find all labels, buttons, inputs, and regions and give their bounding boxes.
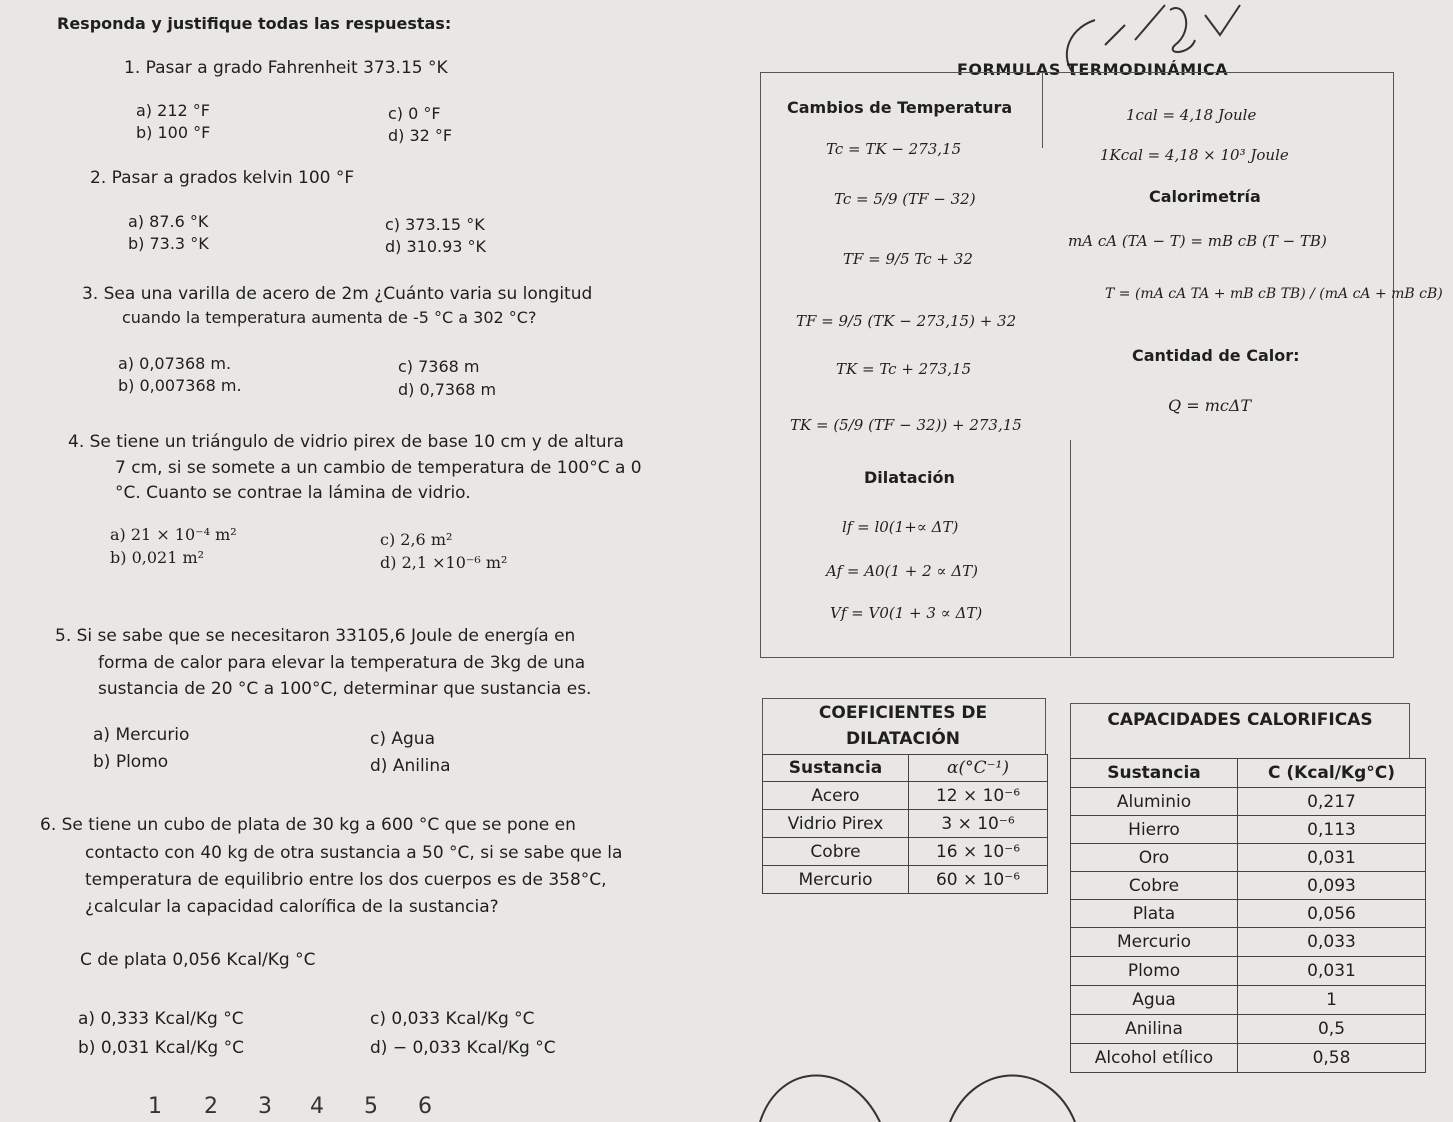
formula-volume-dilation: Vf = V0(1 + 3 ∝ ΔT): [830, 604, 983, 622]
heat-cell: 0,031: [1238, 844, 1426, 872]
heat-cell: Oro: [1071, 844, 1238, 872]
formula-linear-dilation: lf = l0(1+∝ ΔT): [842, 518, 959, 536]
q4-option-c: c) 2,6 m²: [380, 530, 453, 549]
question-5-line3: sustancia de 20 °C a 100°C, determinar que sustancia es.: [98, 679, 592, 699]
formula-calorimetry-balance: mA cA (TA − T) = mB cB (T − TB): [1068, 232, 1327, 250]
q6-option-c: c) 0,033 Kcal/Kg °C: [370, 1009, 535, 1029]
question-5-line1: 5. Si se sabe que se necesitaron 33105,6 Joule de energía en: [55, 626, 576, 646]
heat-header-substance: Sustancia: [1071, 759, 1238, 788]
heat-cell: 0,113: [1238, 816, 1426, 844]
question-6-line1: 6. Se tiene un cubo de plata de 30 kg a 600 °C que se pone en: [40, 815, 576, 835]
heat-cell: 0,093: [1238, 872, 1426, 900]
dilation-table-title-1: COEFICIENTES DE: [818, 703, 988, 723]
dilation-title: Dilatación: [864, 468, 955, 487]
q3-option-d: d) 0,7368 m: [398, 380, 497, 399]
heat-cell: 1: [1238, 986, 1426, 1015]
heat-cell: Hierro: [1071, 816, 1238, 844]
formulas-divider-bottom: [1070, 440, 1071, 656]
question-6-line3: temperatura de equilibrio entre los dos cuerpos es de 358°C,: [85, 870, 607, 890]
formula-area-dilation: Af = A0(1 + 2 ∝ ΔT): [826, 562, 979, 580]
question-6-line4: ¿calcular la capacidad calorífica de la sustancia?: [85, 897, 499, 917]
heat-quantity-title: Cantidad de Calor:: [1132, 346, 1300, 365]
q3-option-a: a) 0,07368 m.: [118, 354, 232, 373]
q2-option-a: a) 87.6 °K: [128, 212, 209, 231]
heat-cell: 0,056: [1238, 900, 1426, 928]
q2-option-b: b) 73.3 °K: [128, 234, 209, 253]
heat-cell: Anilina: [1071, 1015, 1238, 1044]
formulas-divider-top: [1042, 72, 1043, 148]
q3-option-c: c) 7368 m: [398, 357, 480, 376]
formula-tk-tf: TK = (5/9 (TF − 32)) + 273,15: [790, 416, 1022, 434]
q6-given-data: C de plata 0,056 Kcal/Kg °C: [80, 950, 316, 970]
heat-cell: Mercurio: [1071, 928, 1238, 957]
formula-tk-tc: TK = Tc + 273,15: [836, 360, 972, 378]
heat-cell: 0,031: [1238, 957, 1426, 986]
footer-number-5: 5: [364, 1094, 378, 1119]
dilation-table-title-2: DILATACIÓN: [845, 729, 961, 749]
question-2: 2. Pasar a grados kelvin 100 °F: [90, 168, 355, 188]
q5-option-a: a) Mercurio: [93, 725, 190, 745]
question-1: 1. Pasar a grado Fahrenheit 373.15 °K: [124, 58, 448, 78]
dilation-cell: Acero: [763, 782, 909, 810]
q6-option-b: b) 0,031 Kcal/Kg °C: [78, 1038, 244, 1058]
question-4-line2: 7 cm, si se somete a un cambio de temperatura de 100°C a 0: [115, 458, 642, 478]
q2-option-c: c) 373.15 °K: [385, 215, 485, 234]
footer-number-1: 1: [148, 1094, 162, 1119]
dilation-header-alpha: α(°C⁻¹): [909, 755, 1048, 782]
q2-option-d: d) 310.93 °K: [385, 237, 487, 256]
heat-cell: Alcohol etílico: [1071, 1044, 1238, 1073]
question-3-line2: cuando la temperatura aumenta de -5 °C a 302 °C?: [122, 308, 537, 327]
heat-cell: 0,033: [1238, 928, 1426, 957]
dilation-cell: 3 × 10⁻⁶: [909, 810, 1048, 838]
dilation-table: [762, 754, 1048, 894]
footer-number-6: 6: [418, 1094, 432, 1119]
q3-option-b: b) 0,007368 m.: [118, 376, 242, 395]
q6-option-a: a) 0,333 Kcal/Kg °C: [78, 1009, 244, 1029]
heat-capacity-table: [1070, 758, 1426, 1073]
heat-cell: Plomo: [1071, 957, 1238, 986]
formula-tf-tc: TF = 9/5 Tc + 32: [843, 250, 973, 268]
heat-cell: Agua: [1071, 986, 1238, 1015]
heat-header-capacity: C (Kcal/Kg°C): [1238, 759, 1426, 788]
dilation-cell: Vidrio Pirex: [763, 810, 909, 838]
q4-option-a: a) 21 × 10⁻⁴ m²: [110, 525, 237, 544]
dilation-cell: 60 × 10⁻⁶: [909, 866, 1048, 894]
q6-option-d: d) − 0,033 Kcal/Kg °C: [370, 1038, 556, 1058]
formula-heat: Q = mcΔT: [1168, 396, 1252, 415]
dilation-cell: Cobre: [763, 838, 909, 866]
q5-option-c: c) Agua: [370, 729, 435, 749]
heat-cell: 0,5: [1238, 1015, 1426, 1044]
instructions-header: Responda y justifique todas las respuestas:: [57, 14, 452, 33]
formula-equilibrium-temp: T = (mA cA TA + mB cB TB) / (mA cA + mB cB): [1105, 286, 1443, 302]
formula-tf-tk: TF = 9/5 (TK − 273,15) + 32: [796, 312, 1017, 330]
q1-option-b: b) 100 °F: [136, 123, 211, 142]
question-5-line2: forma de calor para elevar la temperatura de 3kg de una: [98, 653, 586, 673]
q4-option-d: d) 2,1 ×10⁻⁶ m²: [380, 553, 508, 572]
dilation-cell: Mercurio: [763, 866, 909, 894]
question-6-line2: contacto con 40 kg de otra sustancia a 50 °C, si se sabe que la: [85, 843, 623, 863]
heat-cell: Aluminio: [1071, 788, 1238, 816]
unit-cal-joule: 1cal = 4,18 Joule: [1126, 106, 1257, 124]
calorimetry-title: Calorimetría: [1149, 187, 1261, 206]
q4-option-b: b) 0,021 m²: [110, 548, 205, 567]
footer-number-2: 2: [204, 1094, 218, 1119]
footer-number-3: 3: [258, 1094, 272, 1119]
q1-option-d: d) 32 °F: [388, 126, 453, 145]
question-4-line1: 4. Se tiene un triángulo de vidrio pirex de base 10 cm y de altura: [68, 432, 624, 452]
formula-tc-tf: Tc = 5/9 (TF − 32): [834, 190, 976, 208]
formulas-title: FORMULAS TERMODINÁMICA: [957, 60, 1229, 79]
formula-tc-tk: Tc = TK − 273,15: [826, 140, 962, 158]
dilation-header-substance: Sustancia: [763, 755, 909, 782]
question-3-line1: 3. Sea una varilla de acero de 2m ¿Cuánto varia su longitud: [82, 284, 593, 304]
heat-cell: 0,217: [1238, 788, 1426, 816]
dilation-cell: 16 × 10⁻⁶: [909, 838, 1048, 866]
heat-cell: 0,58: [1238, 1044, 1426, 1073]
dilation-cell: 12 × 10⁻⁶: [909, 782, 1048, 810]
q1-option-c: c) 0 °F: [388, 104, 441, 123]
heat-cell: Plata: [1071, 900, 1238, 928]
q5-option-b: b) Plomo: [93, 752, 169, 772]
footer-number-4: 4: [310, 1094, 324, 1119]
unit-kcal-joule: 1Kcal = 4,18 × 10³ Joule: [1100, 146, 1289, 164]
question-4-line3: °C. Cuanto se contrae la lámina de vidrio.: [115, 483, 471, 503]
q1-option-a: a) 212 °F: [136, 101, 210, 120]
decorative-arcs: [740, 1060, 1100, 1122]
heat-table-title: CAPACIDADES CALORIFICAS: [1107, 710, 1373, 730]
heat-cell: Cobre: [1071, 872, 1238, 900]
q5-option-d: d) Anilina: [370, 756, 451, 776]
temp-changes-title: Cambios de Temperatura: [787, 98, 1013, 117]
